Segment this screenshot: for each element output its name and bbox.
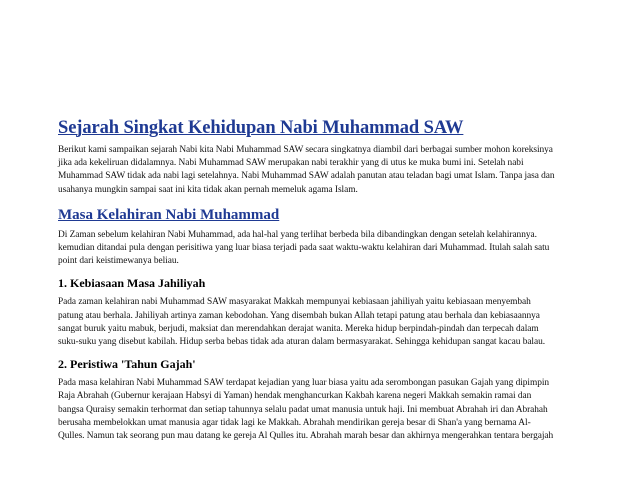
paragraph-line: bangsa Quraisy semakin terhormat dan setiap tahunnya selalu padat umat manusia untuk haji. Ini membuat Abrahah iri dan Abrahah <box>58 404 548 415</box>
paragraph-line: Muhammad SAW tidak ada nabi lagi setelahnya. Nabi Muhammad SAW adalah panutan atau teladan bagi umat Islam. Tanpa jasa dan <box>58 171 555 182</box>
subsection-heading-1: 1. Kebiasaan Masa Jahiliyah <box>58 276 206 291</box>
paragraph-line: Di Zaman sebelum kelahiran Nabi Muhammad, ada hal-hal yang terlihat berbeda bila dibandingkan dengan setelah kelahirannya. <box>58 229 537 240</box>
paragraph-line: Berikut kami sampaikan sejarah Nabi kita Nabi Muhammad SAW secara singkatnya diambil dari berbagai sumber mohon koreksinya <box>58 145 553 155</box>
paragraph-line: sangat buruk yaitu mabuk, berjudi, maksiat dan merendahkan derajat wanita. Mereka hidup berpindah-pindah dan terpecah dalam <box>58 323 539 334</box>
subsection-heading-2: 2. Peristiwa 'Tahun Gajah' <box>58 357 196 372</box>
paragraph-line: patung atau berhala. Jahiliyah artinya zaman kebodohan. Yang disembah bukan Allah tetapi patung atau berhala dan kebiasaannya <box>58 310 540 321</box>
paragraph-line: kemudian ditandai pula dengan perisitiwa yang luar biasa terjadi pada saat waktu-waktu kelahiran dari Muhammad. Itulah salah satu <box>58 243 550 254</box>
subsection-paragraph-2 <box>58 377 586 443</box>
section-heading: Masa Kelahiran Nabi Muhammad <box>58 206 280 223</box>
intro-paragraph <box>58 144 586 197</box>
paragraph-line: suku-suku yang disebut kabilah. Hidup serba bebas tidak ada aturan dalam bermasyarakat. Sehingga kehidupan sangat kacau balau. <box>58 337 546 348</box>
paragraph-line: Raja Abrahah (Gubernur kerajaan Habsyi di Yaman) hendak menghancurkan Kakbah karena negeri Makkah semakin ramai dan <box>58 391 532 402</box>
paragraph-line: usahanya mungkin sampai saat ini kita tidak akan pernah memeluk agama Islam. <box>58 184 358 195</box>
paragraph-line: berusaha membelokkan umat manusia agar tidak lagi ke Makkah. Abrahah mendirikan gereja besar di Shan'a yang bernama Al- <box>58 417 531 428</box>
subsection-paragraph-1 <box>58 296 586 349</box>
paragraph-line: Pada zaman kelahiran nabi Muhammad SAW masyarakat Makkah mempunyai kebiasaan jahiliyah yaitu kebiasaan menyembah <box>58 297 531 308</box>
document-content <box>58 118 586 443</box>
page-title: Sejarah Singkat Kehidupan Nabi Muhammad SAW <box>58 118 464 138</box>
paragraph-line: jika ada kekeliruan didalamnya. Nabi Muhammad SAW merupakan nabi terakhir yang di utus ke muka bumi ini. Setelah nabi <box>58 158 524 169</box>
paragraph-line: point dari keistimewanya beliau. <box>58 256 179 267</box>
paragraph-line: Qulles. Namun tak seorang pun mau datang ke gereja Al Qulles itu. Abrahah marah besar dan akhirnya mengerahkan tentara bergajah <box>58 431 554 442</box>
paragraph-line: Pada masa kelahiran Nabi Muhammad SAW terdapat kejadian yang luar biasa yaitu ada serombongan pasukan Gajah yang dipimpin <box>58 378 550 389</box>
section-paragraph <box>58 229 586 269</box>
